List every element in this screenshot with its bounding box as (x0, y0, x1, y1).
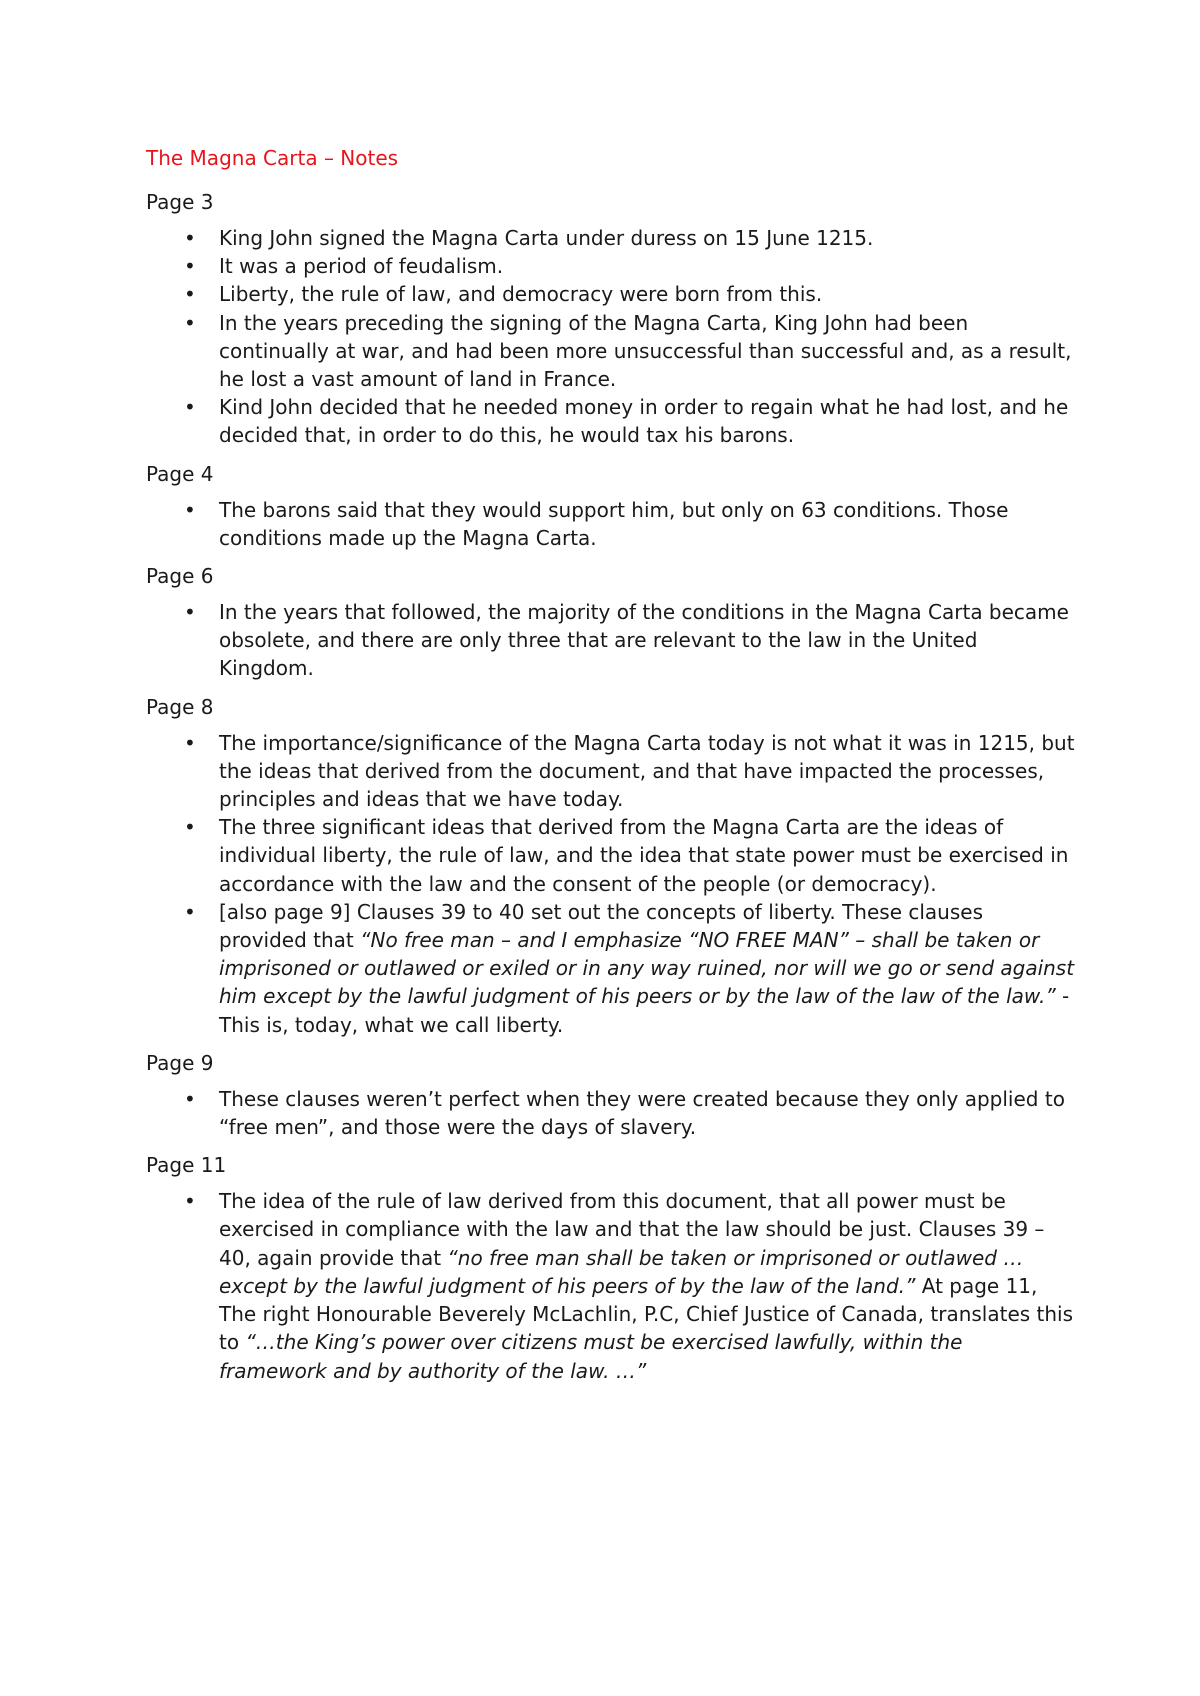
rule-quote-clauses: “no free man shall be taken or imprisoned or outlawed … except by the lawful judgment of his peers of by the law of the land.” (219, 1245, 1024, 1298)
bullet-item: • These clauses weren’t perfect when they were created because they only applied to “free men”, and those were the days of slavery. (146, 1085, 1076, 1141)
bullet-item: • The importance/significance of the Magna Carta today is not what it was in 1215, but the ideas that derived from the document, and that have impacted the processes, principles and ideas that we have today. (146, 729, 1076, 814)
bullet-item-clauses (146, 898, 1076, 1039)
section-page-4 (146, 460, 1080, 552)
page-heading: Page 9 (146, 1050, 214, 1075)
bullet-item: • The barons said that they would support him, but only on 63 conditions. Those conditions made up the Magna Carta. (146, 496, 1076, 552)
section-page-9 (146, 1049, 1080, 1141)
bullet-list (146, 496, 1080, 552)
bullet-list (146, 598, 1080, 683)
clause-quote: “No free man – and I emphasize “NO FREE MAN” – shall be taken or imprisoned or outlawed or exiled or in any way ruined, nor will we go or send against him except by the lawful judgment of his peers or by the law of the law of the law.” (219, 928, 1075, 1009)
section-page-3 (146, 188, 1080, 450)
bullet-item: • The three significant ideas that derived from the Magna Carta are the ideas of individual liberty, the rule of law, and the idea that state power must be exercised in accordance with the law and the consent of the people (or democracy). (146, 813, 1076, 898)
bullet-item: • Liberty, the rule of law, and democracy were born from this. (146, 280, 1076, 308)
clause-lead-text: [also page 9] Clauses 39 to 40 set out the concepts of liberty. These clauses provided that (219, 899, 983, 953)
rule-middle-text: At page 11, The right Honourable Beverely McLachlin, P.C, Chief Justice of Canada, translates this to (219, 1273, 1074, 1355)
bullet-item: • Kind John decided that he needed money in order to regain what he had lost, and he decided that, in order to do this, he would tax his barons. (146, 393, 1076, 449)
document-title: The Magna Carta – Notes (146, 146, 399, 170)
rule-lead-text: The idea of the rule of law derived from this document, that all power must be exercised in compliance with the law and that the law should be just. Clauses 39 – 40, again provide that (219, 1189, 1045, 1270)
section-page-6 (146, 562, 1080, 683)
bullet-list (146, 1187, 1080, 1384)
page-heading: Page 6 (146, 564, 214, 589)
section-page-8 (146, 693, 1080, 1039)
bullet-list (146, 729, 1080, 1039)
clause-tail-text: - This is, today, what we call liberty. (219, 984, 1070, 1037)
bullet-list (146, 224, 1080, 450)
bullet-item: • In the years that followed, the majority of the conditions in the Magna Carta became obsolete, and there are only three that are relevant to the law in the United Kingdom. (146, 598, 1076, 683)
bullet-item: • In the years preceding the signing of the Magna Carta, King John had been continually at war, and had been more unsuccessful than successful and, as a result, he lost a vast amount of land in France. (146, 309, 1076, 394)
page-heading: Page 11 (146, 1153, 227, 1178)
bullet-item: • King John signed the Magna Carta under duress on 15 June 1215. (146, 224, 1076, 252)
bullet-item-rule-of-law (146, 1187, 1076, 1384)
page-heading: Page 4 (146, 461, 214, 486)
page-heading: Page 3 (146, 190, 214, 214)
section-page-11 (146, 1151, 1080, 1384)
page-heading: Page 8 (146, 694, 214, 719)
bullet-item: • It was a period of feudalism. (146, 252, 1076, 280)
bullet-list (146, 1085, 1080, 1141)
rule-quote-mclachlin: “…the King’s power over citizens must be exercised lawfully, within the framework and by authority of the law. …” (219, 1330, 963, 1383)
